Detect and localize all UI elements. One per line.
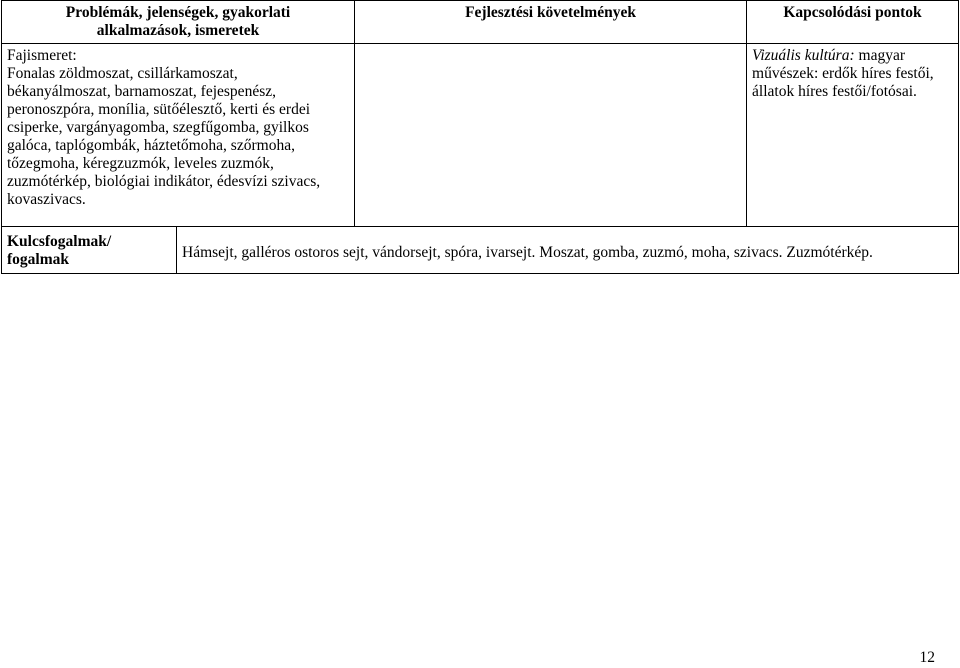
curriculum-table <box>1 0 959 274</box>
connections-subject: Vizuális kultúra: <box>752 47 855 64</box>
table-header-row <box>2 1 959 44</box>
header-requirements-text: Fejlesztési követelmények <box>465 4 636 21</box>
header-requirements <box>355 1 747 44</box>
requirements-cell <box>355 44 747 227</box>
header-problems-line1: Problémák, jelenségek, gyakorlati <box>65 4 291 21</box>
connections-cell <box>747 44 959 227</box>
species-line: békanyálmoszat, barnamoszat, fejespenész, <box>7 83 276 100</box>
connections-line3: állatok híres festői/fotósai. <box>752 83 917 100</box>
page-number: 12 <box>919 649 935 666</box>
connections-line1-rest: magyar <box>854 47 905 64</box>
connections-line2: művészek: erdők híres festői, <box>752 65 934 82</box>
key-concepts-label <box>2 227 177 274</box>
species-knowledge-cell <box>2 44 355 227</box>
species-line: galóca, taplógombák, háztetőmoha, szőrmoha, <box>7 137 295 154</box>
species-line: Fajismeret: <box>7 47 77 64</box>
key-concepts-row <box>2 227 959 274</box>
table-body-row <box>2 44 959 227</box>
key-concepts-label-line1: Kulcsfogalmak/ <box>7 233 112 250</box>
header-problems-line2: alkalmazások, ismeretek <box>96 22 260 39</box>
key-concepts-text: Hámsejt, galléros ostoros sejt, vándorsejt, spóra, ivarsejt. Moszat, gomba, zuzmó, moha, szivacs. Zuzmótérkép. <box>182 244 873 261</box>
species-line: tőzegmoha, kéregzuzmók, leveles zuzmók, <box>7 155 274 172</box>
species-line: Fonalas zöldmoszat, csillárkamoszat, <box>7 65 238 82</box>
key-concepts-label-line2: fogalmak <box>7 251 69 268</box>
species-line: peronoszpóra, monília, sütőélesztő, kerti és erdei <box>7 101 311 118</box>
header-connections <box>747 1 959 44</box>
species-line: csiperke, vargányagomba, szegfűgomba, gyilkos <box>7 119 309 136</box>
header-problems <box>2 1 355 44</box>
connections-line1 <box>752 47 954 65</box>
key-concepts-value <box>177 227 959 274</box>
species-line: kovaszivacs. <box>7 191 86 208</box>
species-line: zuzmótérkép, biológiai indikátor, édesvízi szivacs, <box>7 173 321 190</box>
header-connections-text: Kapcsolódási pontok <box>783 4 922 21</box>
